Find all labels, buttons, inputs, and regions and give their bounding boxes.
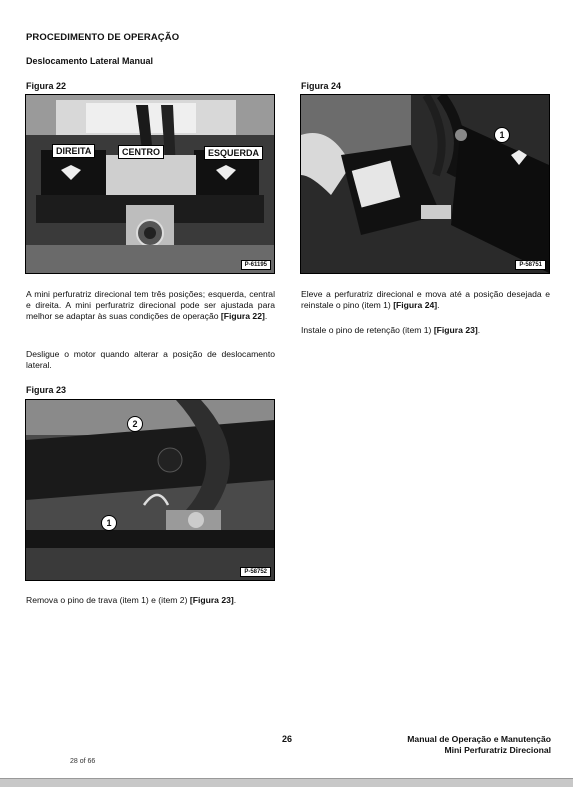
paragraph-engine-off: Desligue o motor quando alterar a posição de deslocamento lateral. — [26, 349, 275, 370]
manual-title: Manual de Operação e Manutenção — [407, 734, 551, 744]
section-title: PROCEDIMENTO DE OPERAÇÃO — [26, 32, 180, 43]
figure-23-code: P-58752 — [240, 567, 271, 577]
page-number: 26 — [282, 734, 293, 744]
paragraph-install-pin-text: Instale o pino de retenção (item 1) — [301, 325, 434, 335]
section-subtitle: Deslocamento Lateral Manual — [26, 56, 154, 66]
paragraph-end: . — [437, 300, 440, 310]
callout-2: 2 — [127, 416, 143, 432]
figure-22-photo — [25, 94, 275, 274]
paragraph-lift-drill — [301, 289, 550, 311]
figure-22-title: Figura 22 — [26, 81, 67, 91]
paragraph-end: . — [264, 311, 268, 321]
label-centro: CENTRO — [118, 145, 164, 159]
paragraph-install-pin — [301, 325, 550, 336]
figure-24-code: P-58751 — [515, 260, 546, 270]
figure-24-photo — [300, 94, 550, 274]
label-esquerda: ESQUERDA — [204, 146, 263, 160]
figure-23-title: Figura 23 — [26, 385, 67, 395]
paragraph-remove-pin — [26, 595, 286, 606]
callout-1: 1 — [494, 127, 510, 143]
lift-drill-image — [301, 95, 549, 273]
paragraph-positions — [26, 289, 275, 322]
paragraph-remove-pin-text: Remova o pino de trava (item 1) e (item 2) — [26, 595, 190, 605]
figure-23-reference: [Figura 23] — [189, 595, 234, 605]
drill-frame-image — [26, 95, 274, 273]
figure-24-title: Figura 24 — [301, 81, 342, 91]
paragraph-end: . — [477, 325, 481, 335]
lock-pin-image — [26, 400, 274, 580]
figure-22-reference: [Figura 22] — [220, 311, 265, 321]
paragraph-end: . — [233, 595, 237, 605]
label-direita: DIREITA — [52, 144, 95, 158]
paragraph-positions-text: A mini perfuratriz direcional tem três posições; esquerda, central e direita. A mini perfuratriz direcional pode ser ajustada para melhor se adaptar às suas condições de operação — [26, 289, 275, 321]
figure-23-reference: [Figura 23] — [433, 325, 478, 335]
paragraph-lift-drill-text: Eleve a perfuratriz direcional e mova até a posição desejada e reinstale o pino (item 1) — [301, 289, 550, 310]
page-count: 28 of 66 — [70, 758, 96, 765]
callout-1: 1 — [101, 515, 117, 531]
figure-22-code: P-61195 — [241, 260, 271, 270]
figure-23-photo — [25, 399, 275, 581]
manual-subtitle: Mini Perfuratriz Direcional — [444, 745, 551, 755]
figure-24-reference: [Figura 24] — [393, 300, 438, 310]
